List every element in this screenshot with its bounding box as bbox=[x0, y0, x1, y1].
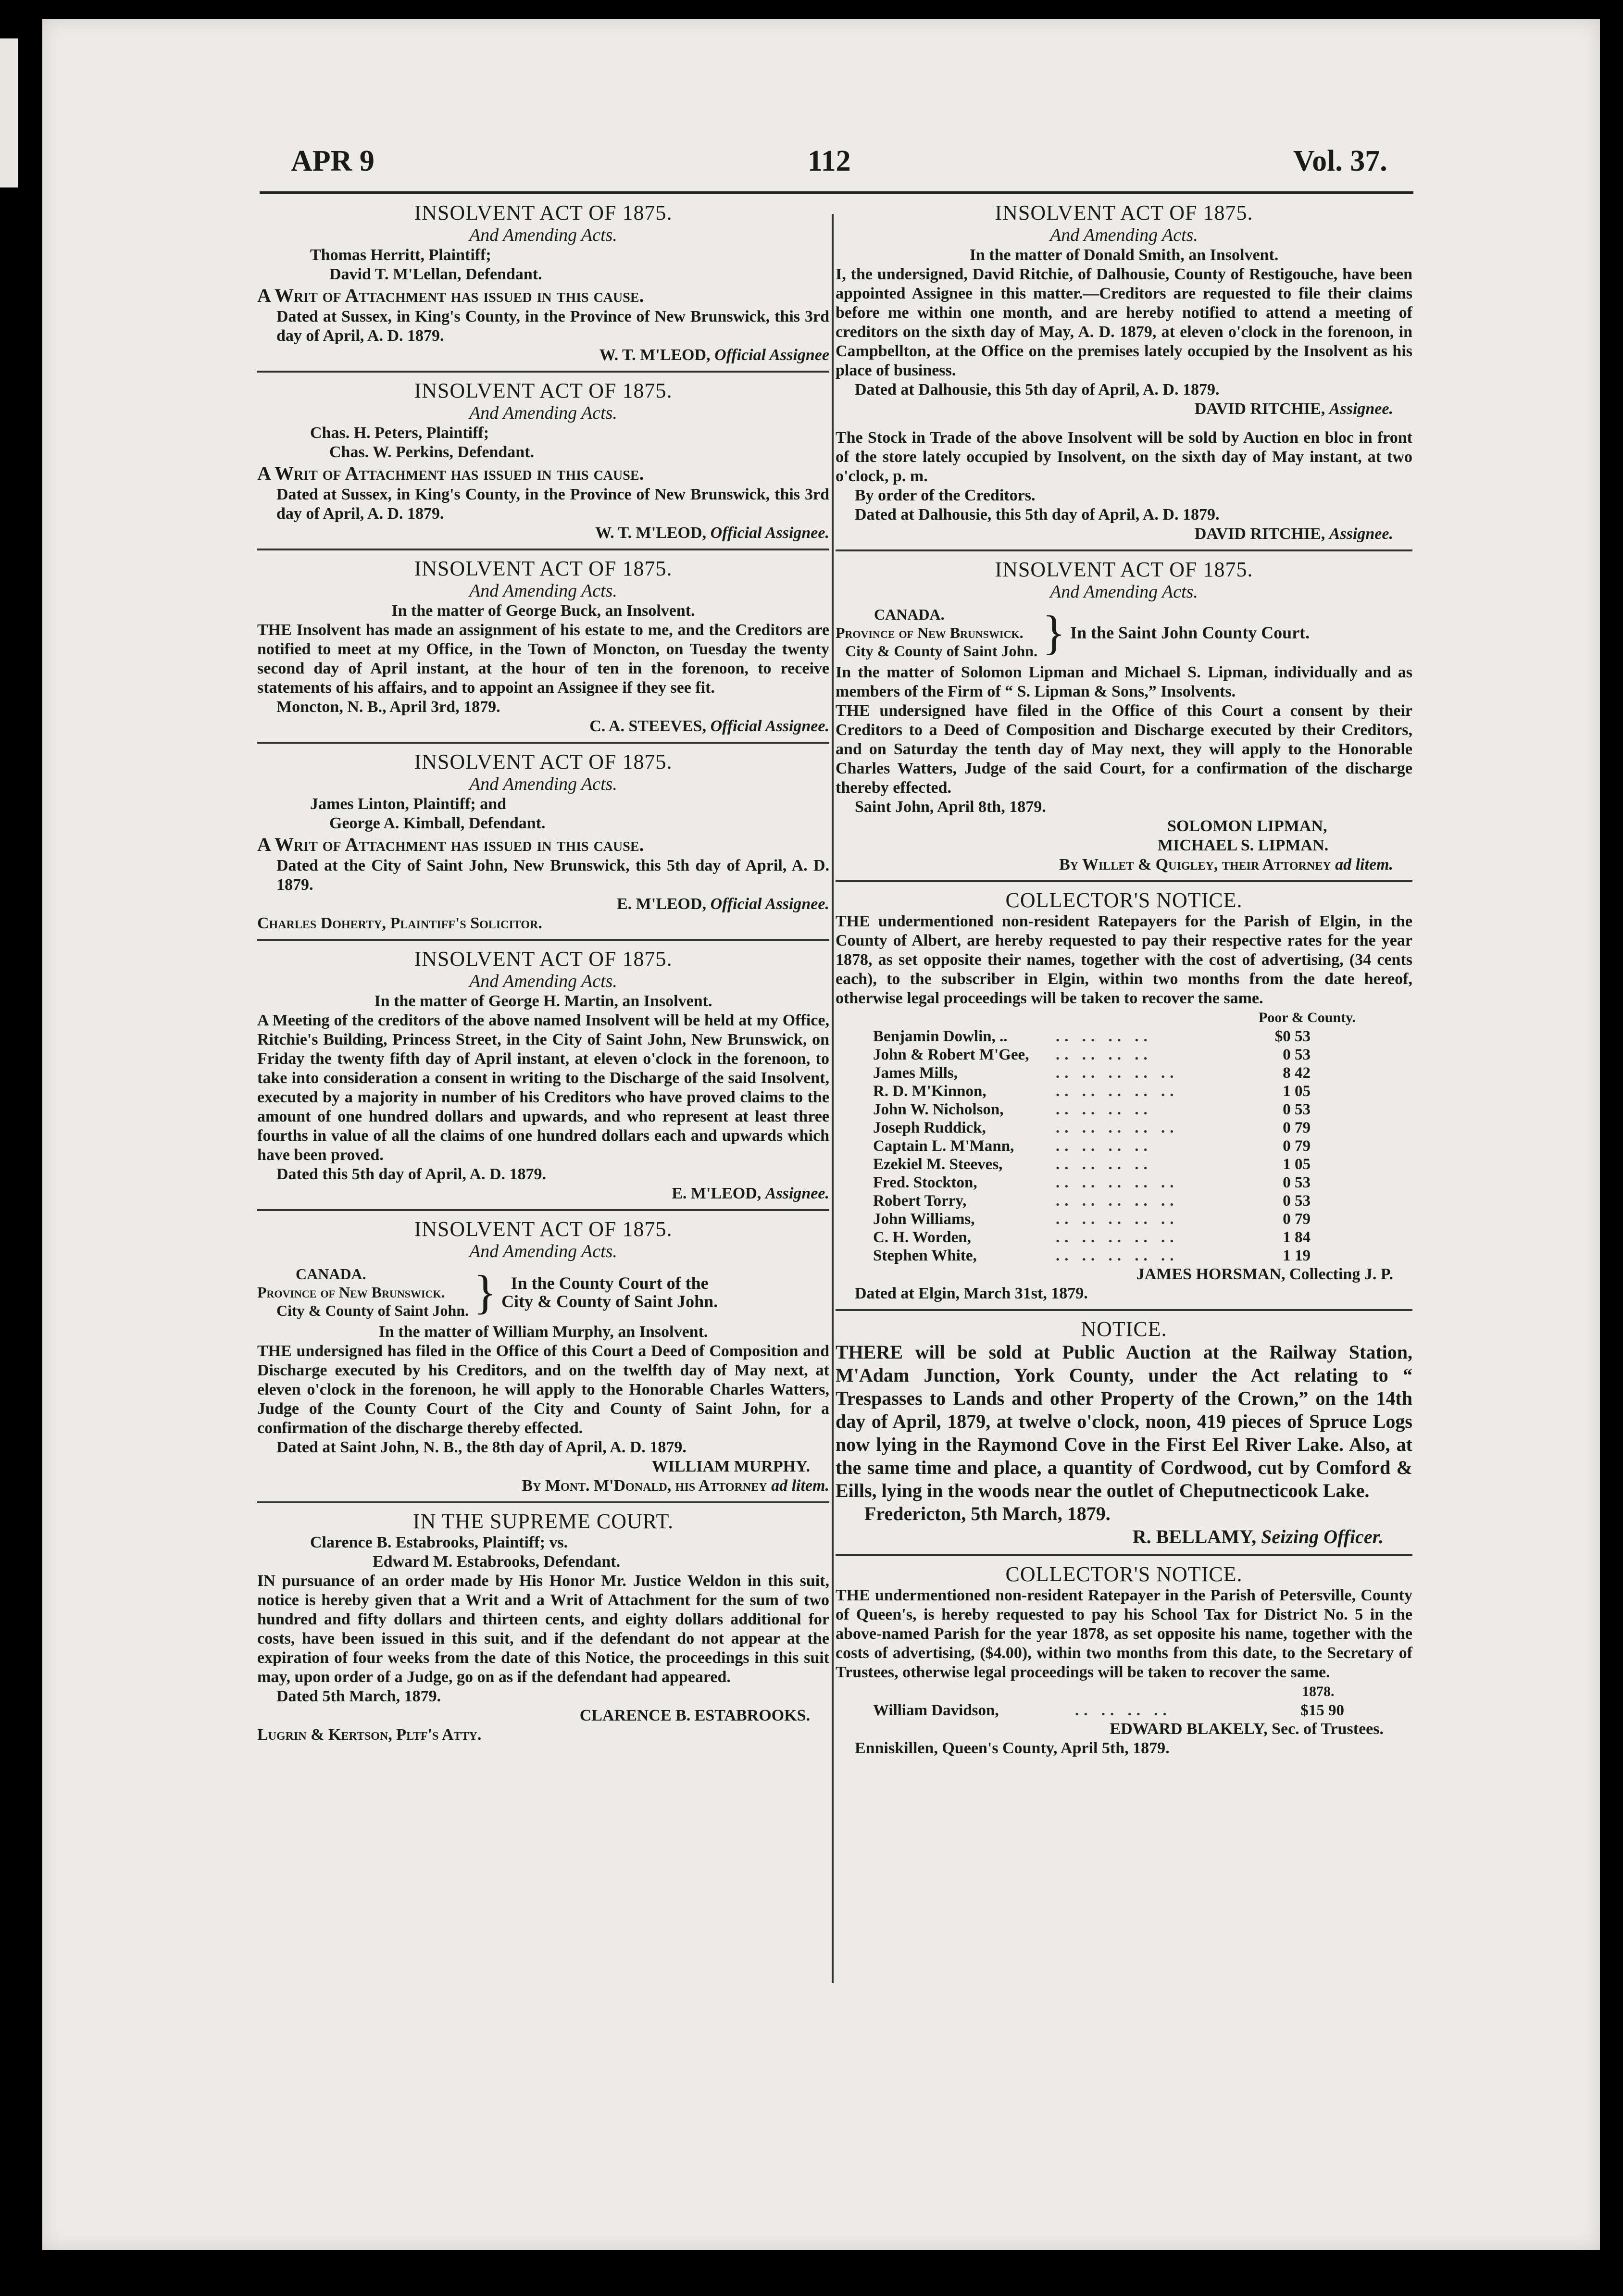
dated-line: Fredericton, 5th March, 1879. bbox=[864, 1503, 1111, 1524]
ratepayer-amount: $0 53 bbox=[1274, 1028, 1311, 1045]
writ-line: A Writ of Attachment has issued in this cause. bbox=[257, 462, 644, 484]
signature-role: Assignee. bbox=[1329, 400, 1393, 418]
ratepayer-amount: 0 53 bbox=[1283, 1046, 1311, 1063]
ratepayer-amount: 0 53 bbox=[1283, 1101, 1311, 1118]
notice-title: INSOLVENT ACT OF 1875. bbox=[414, 201, 673, 225]
leader-dots: .. .. .. .. bbox=[1075, 1702, 1172, 1719]
ratepayer-name: John W. Nicholson, bbox=[873, 1101, 1004, 1118]
notice-subtitle: And Amending Acts. bbox=[469, 581, 617, 601]
court-name-2: City & County of Saint John. bbox=[501, 1292, 718, 1311]
rates-column-header: Poor & County. bbox=[1259, 1010, 1356, 1025]
attorney-line: By Mont. M'Donald, his Attorney bbox=[522, 1477, 767, 1495]
dated-line: Dated at Dalhousie, this 5th day of April, A. D. 1879. bbox=[855, 506, 1220, 524]
ratepayer-amount: 8 42 bbox=[1283, 1064, 1311, 1082]
notice-title: INSOLVENT ACT OF 1875. bbox=[414, 750, 673, 774]
notice-title: INSOLVENT ACT OF 1875. bbox=[414, 379, 673, 402]
notice-title: INSOLVENT ACT OF 1875. bbox=[995, 558, 1253, 581]
court-heading bbox=[836, 605, 1412, 660]
city-label: City & County of Saint John. bbox=[845, 642, 1038, 660]
notice-title: COLLECTOR'S NOTICE. bbox=[1005, 1562, 1243, 1586]
header-volume: Vol. 37. bbox=[1293, 145, 1387, 177]
brace-glyph: } bbox=[474, 1265, 497, 1319]
leader-dots: .. .. .. .. bbox=[1056, 1156, 1152, 1173]
signature: WILLIAM MURPHY. bbox=[651, 1458, 810, 1475]
table-row bbox=[873, 1192, 1311, 1210]
ratepayer-amount: 1 84 bbox=[1283, 1229, 1311, 1246]
ratepayer-amount: 1 05 bbox=[1283, 1156, 1311, 1173]
ratepayer-amount: 1 05 bbox=[1283, 1083, 1311, 1100]
header-rule bbox=[260, 191, 1413, 194]
signature-role: Assignee. bbox=[1329, 525, 1393, 543]
ratepayer-table bbox=[873, 1701, 1344, 1720]
defendant-line: David T. M'Lellan, Defendant. bbox=[329, 265, 542, 283]
leader-dots: .. .. .. .. .. bbox=[1056, 1229, 1179, 1246]
matter-line: In the matter of Donald Smith, an Insolvent. bbox=[969, 246, 1279, 264]
notice-body: THE undermentioned non-resident Ratepayers for the Parish of Elgin, in the County of Albert, are hereby requested to pay their respective rates for the year 1878, as set opposite their names, together with the cost of advertising, (34 cents each), to the subscriber in Elgin, within two months from the date hereof, otherwise legal proceedings will be taken to recover the same. bbox=[836, 912, 1412, 1007]
column-divider bbox=[832, 214, 834, 1983]
notice-title: NOTICE. bbox=[1081, 1317, 1167, 1341]
leader-dots: .. .. .. .. .. bbox=[1056, 1247, 1179, 1264]
notice-linton bbox=[257, 744, 829, 941]
notice-body: THE Insolvent has made an assignment of his estate to me, and the Creditors are notified to meet at my Office, in the Town of Moncton, on Tuesday the twenty second day of April instant, at the hour of ten in the forenoon, to receive statements of his affairs, and to appoint an Assignee if they see fit. bbox=[257, 621, 829, 697]
ratepayer-amount: 0 79 bbox=[1283, 1137, 1311, 1155]
table-row bbox=[873, 1046, 1311, 1064]
ratepayer-table bbox=[873, 1027, 1311, 1265]
signature: R. BELLAMY, bbox=[1132, 1526, 1257, 1547]
dated-line: Dated 5th March, 1879. bbox=[276, 1687, 441, 1705]
signature-role: Official Assignee. bbox=[710, 717, 829, 735]
notice-lipman bbox=[836, 551, 1412, 882]
court-name-1: In the County Court of the bbox=[511, 1273, 709, 1293]
defendant-line: Chas. W. Perkins, Defendant. bbox=[329, 443, 535, 461]
header-page-number: 112 bbox=[808, 145, 851, 177]
attorney-ad-litem: ad litem. bbox=[1335, 856, 1393, 873]
dated-line: Dated this 5th day of April, A. D. 1879. bbox=[276, 1165, 547, 1183]
ratepayer-name: R. D. M'Kinnon, bbox=[873, 1083, 986, 1100]
ratepayer-name: Captain L. M'Mann, bbox=[873, 1137, 1014, 1155]
matter-line: In the matter of George H. Martin, an Insolvent. bbox=[374, 992, 712, 1010]
ratepayer-name: Joseph Ruddick, bbox=[873, 1119, 986, 1136]
table-row bbox=[873, 1137, 1311, 1155]
signature-2: MICHAEL S. LIPMAN. bbox=[1158, 836, 1329, 854]
dated-line: Enniskillen, Queen's County, April 5th, 1879. bbox=[855, 1739, 1170, 1757]
page-edge-tab bbox=[0, 38, 18, 187]
plaintiff-line: Chas. H. Peters, Plaintiff; bbox=[310, 424, 489, 442]
ratepayer-name: C. H. Worden, bbox=[873, 1229, 971, 1246]
leader-dots: .. .. .. .. .. bbox=[1056, 1174, 1179, 1191]
ratepayer-name: John Williams, bbox=[873, 1210, 975, 1228]
leader-dots: .. .. .. .. .. bbox=[1056, 1083, 1179, 1100]
notice-subtitle: And Amending Acts. bbox=[1050, 225, 1198, 245]
plaintiff-line: James Linton, Plaintiff; and bbox=[310, 795, 507, 813]
dated-line: Dated at Sussex, in King's County, in the Province of New Brunswick, this 3rd day of April, A. D. 1879. bbox=[276, 308, 829, 345]
leader-dots: .. .. .. .. bbox=[1056, 1101, 1152, 1118]
solicitor-line: Charles Doherty, Plaintiff's Solicitor. bbox=[257, 914, 542, 932]
notice-body: THE undersigned has filed in the Office of this Court a Deed of Composition and Discharge executed by his Creditors, and on the twelfth day of May next, at eleven o'clock in the forenoon, he will apply to the Honorable Charles Watters, Judge of the County Court of the City and County of Saint John, for a confirmation of the discharge thereby effected. bbox=[257, 1342, 829, 1437]
canada-label: CANADA. bbox=[296, 1265, 366, 1283]
sale-body: The Stock in Trade of the above Insolvent will be sold by Auction en bloc in front of the store lately occupied by Insolvent, on the sixth day of May instant, at two o'clock, p. m. bbox=[836, 429, 1412, 485]
signature: EDWARD BLAKELY, Sec. of Trustees. bbox=[1110, 1720, 1384, 1738]
court-heading bbox=[257, 1265, 829, 1320]
signature: CLARENCE B. ESTABROOKS. bbox=[579, 1707, 810, 1724]
matter-line: In the matter of Solomon Lipman and Michael S. Lipman, individually and as members of the Firm of “ S. Lipman & Sons,” Insolvents. bbox=[836, 663, 1412, 700]
table-row bbox=[873, 1210, 1311, 1228]
notice-buck bbox=[257, 550, 829, 744]
notice-collector-elgin bbox=[836, 882, 1412, 1311]
signature: W. T. M'LEOD, bbox=[599, 346, 711, 364]
signature: E. M'LEOD, bbox=[616, 895, 707, 913]
notice-supreme-court bbox=[257, 1503, 829, 1750]
notice-title: INSOLVENT ACT OF 1875. bbox=[995, 201, 1253, 225]
ratepayer-amount: 0 79 bbox=[1283, 1210, 1311, 1228]
notice-martin bbox=[257, 941, 829, 1211]
leader-dots: .. .. .. .. bbox=[1056, 1046, 1152, 1063]
notice-body: THERE will be sold at Public Auction at the Railway Station, M'Adam Junction, York County, under the Act relating to “ Trespasses to Lands and other Property of the Crown,” on the 14th day of April, 1879, at twelve o'clock, noon, 419 pieces of Spruce Logs now lying in the Raymond Cove in the First Eel River Lake. Also, at the same time and place, a quantity of Cordwood, cut by Comford & Eills, lying in the woods near the outlet of Cheputnecticook Lake. bbox=[836, 1341, 1412, 1501]
signature-role: Official Assignee. bbox=[710, 524, 829, 542]
signature: JAMES HORSMAN, Collecting J. P. bbox=[1136, 1265, 1393, 1283]
plaintiff-line: Clarence B. Estabrooks, Plaintiff; vs. bbox=[310, 1534, 568, 1551]
dated-line: Dated at Saint John, N. B., the 8th day of April, A. D. 1879. bbox=[276, 1438, 687, 1456]
dated-line: Dated at Sussex, in King's County, in the Province of New Brunswick, this 3rd day of April, A. D. 1879. bbox=[276, 486, 829, 523]
signature-role: Assignee. bbox=[765, 1185, 829, 1202]
notice-title: INSOLVENT ACT OF 1875. bbox=[414, 557, 673, 580]
left-column bbox=[257, 195, 829, 1750]
table-row bbox=[873, 1064, 1311, 1082]
notice-title: INSOLVENT ACT OF 1875. bbox=[414, 947, 673, 971]
ratepayer-name: William Davidson, bbox=[873, 1702, 999, 1719]
ratepayer-amount: $15 90 bbox=[1300, 1702, 1344, 1719]
table-row bbox=[873, 1247, 1311, 1265]
header-date: APR 9 bbox=[291, 145, 375, 177]
notice-subtitle: And Amending Acts. bbox=[469, 774, 617, 794]
notice-murphy bbox=[257, 1211, 829, 1503]
ratepayer-name: Benjamin Dowlin, .. bbox=[873, 1028, 1008, 1045]
dated-line: Dated at the City of Saint John, New Brunswick, this 5th day of April, A. D. 1879. bbox=[276, 857, 829, 894]
notice-body: THE undermentioned non-resident Ratepayer in the Parish of Petersville, County of Queen's, is hereby requested to pay his School Tax for District No. 5 in the above-named Parish for the year 1878, as set opposite his name, together with the costs of advertising, ($4.00), within two months from this date, to the Secretary of Trustees, otherwise legal proceedings will be taken to recover the same. bbox=[836, 1586, 1412, 1681]
city-label: City & County of Saint John. bbox=[276, 1302, 469, 1319]
notice-peters bbox=[257, 373, 829, 550]
brace-glyph: } bbox=[1042, 606, 1066, 659]
tax-column-header: 1878. bbox=[1302, 1684, 1335, 1699]
table-row bbox=[873, 1701, 1344, 1720]
leader-dots: .. .. .. .. .. bbox=[1056, 1064, 1179, 1082]
table-row bbox=[873, 1027, 1311, 1046]
writ-line: A Writ of Attachment has issued in this cause. bbox=[257, 285, 644, 306]
signature: C. A. STEEVES, bbox=[589, 717, 707, 735]
leader-dots: .. .. .. .. .. bbox=[1056, 1210, 1179, 1228]
signature: E. M'LEOD, bbox=[672, 1185, 762, 1202]
ratepayer-amount: 1 19 bbox=[1283, 1247, 1311, 1264]
notice-body: A Meeting of the creditors of the above named Insolvent will be held at my Office, Ritchie's Building, Princess Street, in the City of Saint John, New Brunswick, on Friday the twenty fifth day of April instant, at eleven o'clock in the forenoon, to take into consideration a consent in writing to the Discharge of the said Insolvent, executed by a majority in number of his Creditors who have proved claims to the amount of one hundred dollars and upwards, and who represent at least three fourths in value of all the claims of one hundred dollars each and upwards which have been proved. bbox=[257, 1011, 829, 1164]
table-row bbox=[873, 1155, 1311, 1173]
signature-role: Official Assignee. bbox=[710, 895, 829, 913]
leader-dots: .. .. .. .. .. bbox=[1056, 1119, 1179, 1136]
signature-role: Seizing Officer. bbox=[1261, 1526, 1384, 1547]
signature-1: SOLOMON LIPMAN, bbox=[1167, 817, 1327, 835]
ratepayer-name: Robert Torry, bbox=[873, 1192, 967, 1210]
signature: W. T. M'LEOD, bbox=[595, 524, 707, 542]
leader-dots: .. .. .. .. bbox=[1056, 1028, 1152, 1045]
province-label: Province of New Brunswick. bbox=[257, 1284, 445, 1301]
notice-title: COLLECTOR'S NOTICE. bbox=[1005, 888, 1243, 912]
leader-dots: .. .. .. .. bbox=[1056, 1137, 1152, 1155]
matter-line: In the matter of George Buck, an Insolvent. bbox=[391, 602, 695, 620]
notice-subtitle: And Amending Acts. bbox=[1050, 582, 1198, 602]
right-column bbox=[836, 195, 1412, 1764]
notice-collector-petersville bbox=[836, 1556, 1412, 1764]
notice-body: THE undersigned have filed in the Office of this Court a consent by their Creditors to a Deed of Composition and Discharge executed by their Creditors, and on Saturday the tenth day of May next, they will apply to the Honorable Charles Watters, Judge of the said Court, for a confirmation of the discharge thereby effected. bbox=[836, 702, 1412, 797]
notice-herritt bbox=[257, 195, 829, 373]
dated-line: Moncton, N. B., April 3rd, 1879. bbox=[276, 698, 500, 716]
matter-line: In the matter of William Murphy, an Insolvent. bbox=[378, 1323, 708, 1341]
province-label: Province of New Brunswick. bbox=[836, 624, 1024, 641]
signature: DAVID RITCHIE, bbox=[1194, 525, 1325, 543]
notice-title: INSOLVENT ACT OF 1875. bbox=[414, 1217, 673, 1241]
ratepayer-amount: 0 53 bbox=[1283, 1192, 1311, 1210]
notice-title: IN THE SUPREME COURT. bbox=[412, 1510, 674, 1533]
attorney-ad-litem: ad litem. bbox=[771, 1477, 829, 1495]
ratepayer-name: Fred. Stockton, bbox=[873, 1174, 977, 1191]
ratepayer-name: James Mills, bbox=[873, 1064, 958, 1082]
defendant-line: Edward M. Estabrooks, Defendant. bbox=[373, 1553, 621, 1571]
ratepayer-name: John & Robert M'Gee, bbox=[873, 1046, 1029, 1063]
ratepayer-amount: 0 79 bbox=[1283, 1119, 1311, 1136]
writ-line: A Writ of Attachment has issued in this cause. bbox=[257, 834, 644, 855]
notice-subtitle: And Amending Acts. bbox=[469, 1241, 617, 1261]
notice-body: IN pursuance of an order made by His Honor Mr. Justice Weldon in this suit, notice is hereby given that a Writ and a Writ of Attachment for the sum of two hundred and fifty dollars and thirteen cents, and eighty dollars additional for costs, have been issued in this suit, and if the defendant do not appear at the expiration of four weeks from the date of this Notice, the proceedings in this suit may, upon order of a Judge, go on as if the defendant had appeared. bbox=[257, 1572, 829, 1686]
order-line: By order of the Creditors. bbox=[855, 487, 1036, 504]
notice-subtitle: And Amending Acts. bbox=[469, 225, 617, 245]
signature-role: Official Assignee bbox=[714, 346, 829, 364]
defendant-line: George A. Kimball, Defendant. bbox=[329, 814, 546, 832]
notice-body: I, the undersigned, David Ritchie, of Dalhousie, County of Restigouche, have been appointed Assignee in this matter.—Creditors are requested to file their claims before me within one month, and are hereby notified to attend a meeting of creditors on the sixth day of May, A. D. 1879, at eleven o'clock in the forenoon, in Campbellton, at the Office on the premises lately occupied by the Insolvent as his place of business. bbox=[836, 265, 1412, 379]
canada-label: CANADA. bbox=[874, 606, 945, 623]
ratepayer-name: Ezekiel M. Steeves, bbox=[873, 1156, 1003, 1173]
table-row bbox=[873, 1173, 1311, 1192]
attorney-line: By Willet & Quigley, their Attorney bbox=[1059, 856, 1331, 873]
notice-subtitle: And Amending Acts. bbox=[469, 403, 617, 423]
court-name: In the Saint John County Court. bbox=[1070, 623, 1310, 642]
ratepayer-amount: 0 53 bbox=[1283, 1174, 1311, 1191]
signature: DAVID RITCHIE, bbox=[1194, 400, 1325, 418]
notice-auction bbox=[836, 1311, 1412, 1556]
dated-line: Saint John, April 8th, 1879. bbox=[855, 798, 1046, 816]
dated-line: Dated at Dalhousie, this 5th day of April, A. D. 1879. bbox=[855, 381, 1220, 399]
notice-subtitle: And Amending Acts. bbox=[469, 971, 617, 991]
ratepayer-name: Stephen White, bbox=[873, 1247, 977, 1264]
plaintiff-line: Thomas Herritt, Plaintiff; bbox=[310, 246, 491, 264]
table-row bbox=[873, 1100, 1311, 1119]
table-row bbox=[873, 1082, 1311, 1100]
dated-line: Dated at Elgin, March 31st, 1879. bbox=[855, 1285, 1088, 1302]
table-row bbox=[873, 1228, 1311, 1247]
table-row bbox=[873, 1119, 1311, 1137]
leader-dots: .. .. .. .. .. bbox=[1056, 1192, 1179, 1210]
attorney-line: Lugrin & Kertson, Pltf's Atty. bbox=[257, 1726, 482, 1744]
notice-smith bbox=[836, 195, 1412, 551]
